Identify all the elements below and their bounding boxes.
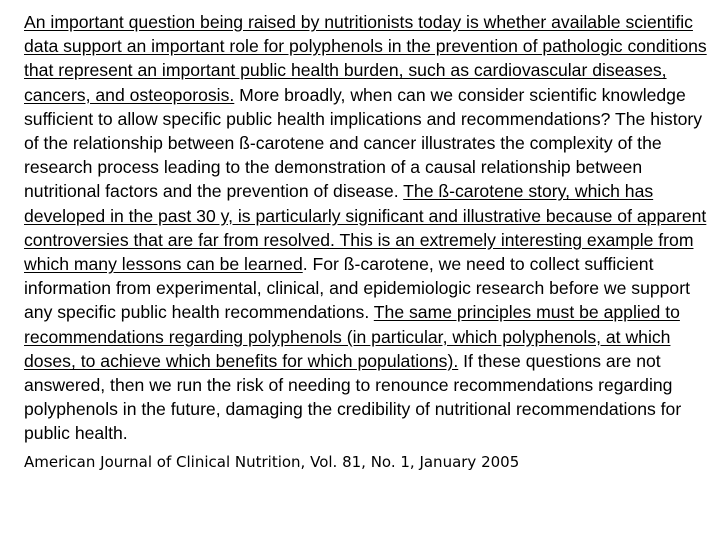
underlined-sentence-polyphenol-principles: The same principles must be applied to recommendations regarding polyphenols (in particular, which polyphenols, at which doses, to achieve which benefits for which populations). (24, 302, 680, 371)
passage-paragraph (24, 10, 710, 446)
underlined-sentence-beta-carotene-story: The ß-carotene story, which has developed in the past 30 y, is particularly significant and illustrative because of apparent controversies that are far from resolved. This is an extremely interesting example from which many lessons can be learned (24, 181, 707, 275)
passage-text-beta-carotene-history: More broadly, when can we consider scientific knowledge sufficient to allow specific public health implications and recommendations? The history of the relationship between ß-carotene and cancer illustrates the complexity of the research process leading to the demonstration of a causal relationship between nutritional factors and the prevention of disease. (24, 84, 703, 202)
underlined-sentence-polyphenols-question: An important question being raised by nutritionists today is whether available scientific data support an important role for polyphenols in the prevention of pathologic conditions that represent an important public health burden, such as cardiovascular diseases, cancers, and osteoporosis. (24, 12, 707, 105)
document-page (24, 10, 710, 474)
passage-text-conclusion: If these questions are not answered, then we run the risk of needing to renounce recommendations regarding polyphenols in the future, damaging the credibility of nutritional recommendations for public health. (24, 350, 682, 444)
source-citation: American Journal of Clinical Nutrition, Vol. 81, No. 1, January 2005 (24, 452, 520, 471)
passage-text-research-requirements: . For ß-carotene, we need to collect sufficient information from experimental, clinical, and epidemiologic research before we support any specific public health recommendations. (24, 254, 690, 323)
